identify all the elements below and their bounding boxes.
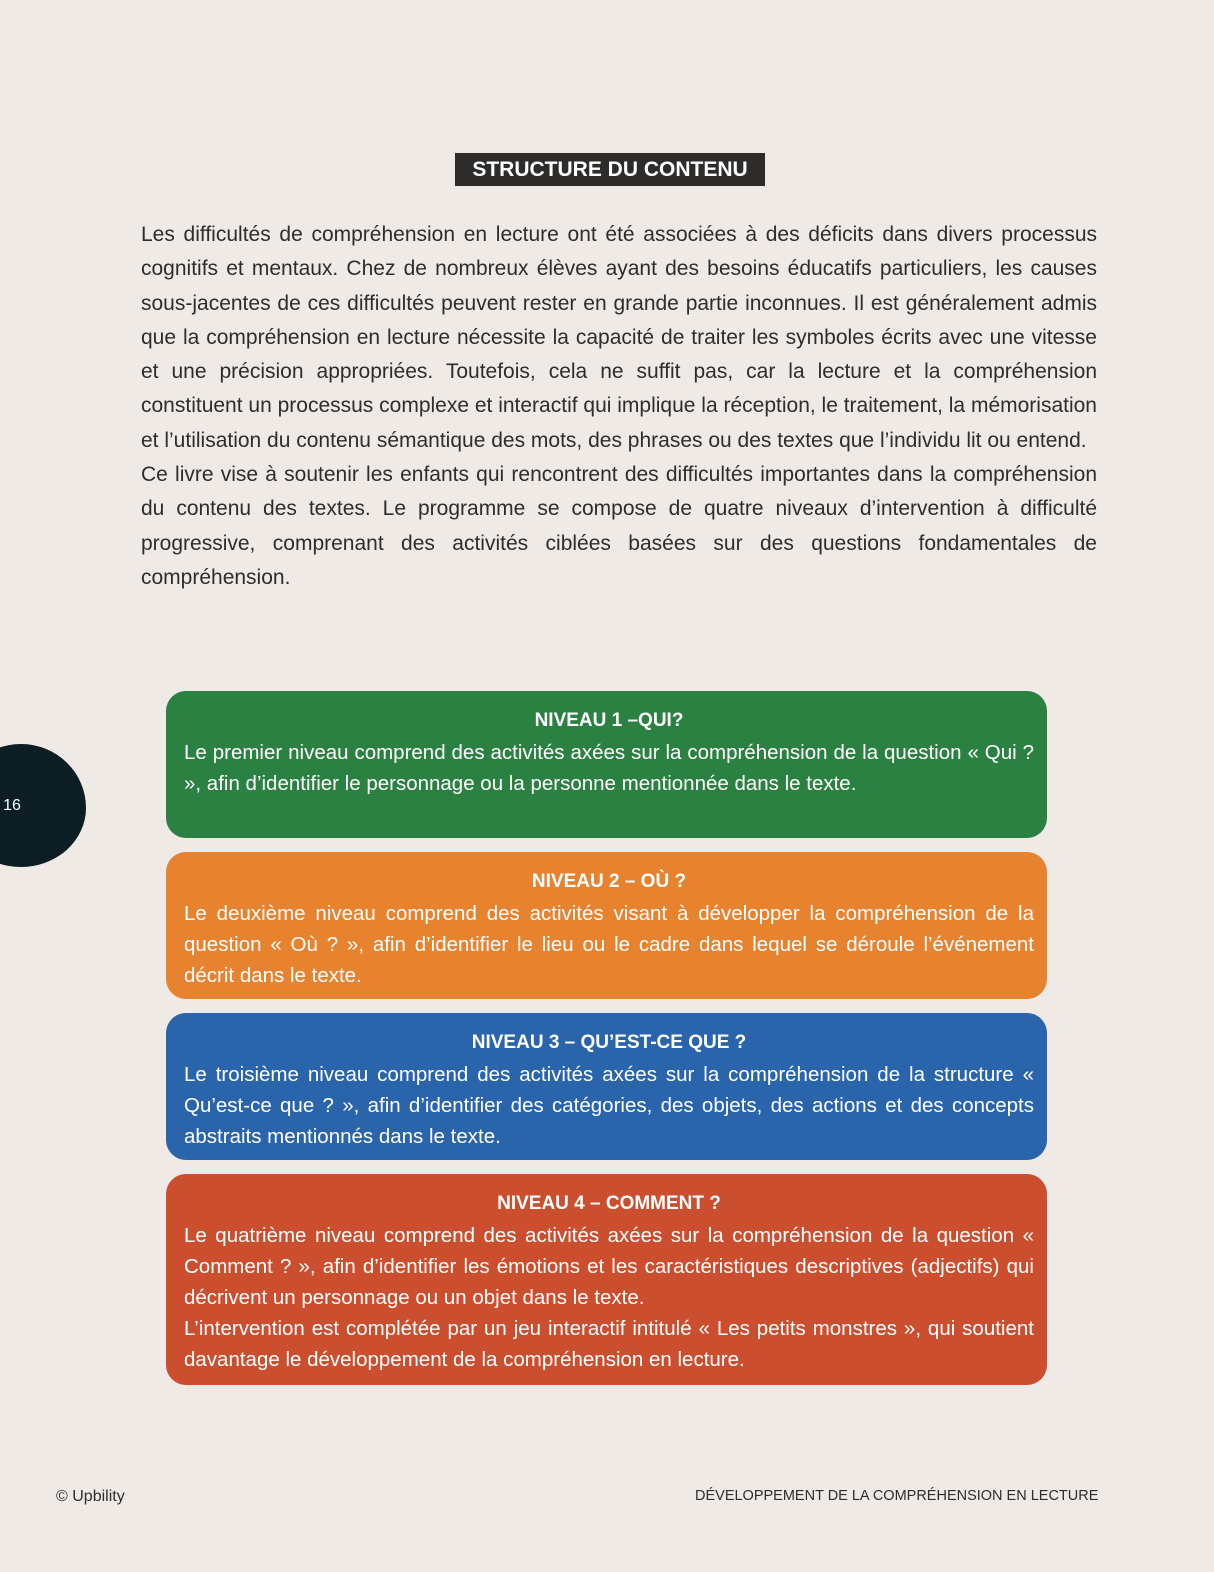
level-4-box	[166, 1174, 1047, 1385]
level-2-box	[166, 852, 1047, 999]
section-title: STRUCTURE DU CONTENU	[455, 153, 765, 186]
intro-text	[141, 218, 1097, 595]
level-1-title: NIVEAU 1 –QUI?	[534, 710, 684, 731]
level-1-text: Le premier niveau comprend des activités axées sur la compréhension de la question « Qui ? », afin d’identifier le personnage ou la personne mentionnée dans le texte.	[184, 741, 1034, 795]
page-number: 16	[3, 797, 21, 814]
level-4-text: Le quatrième niveau comprend des activités axées sur la compréhension de la question « Comment ? », afin d’identifier les émotions et les caractéristiques descriptives (adjectifs) qui décrivent un personnage ou un objet dans le texte.	[184, 1224, 1034, 1309]
level-2-text: Le deuxième niveau comprend des activités visant à développer la compréhension de la question « Où ? », afin d’identifier le lieu ou le cadre dans lequel se déroule l’événement décrit dans le texte.	[184, 902, 1034, 987]
level-2-title: NIVEAU 2 – OÙ ?	[531, 871, 687, 892]
footer-book-title: DÉVELOPPEMENT DE LA COMPRÉHENSION EN LECTURE	[695, 1488, 1099, 1504]
intro-paragraph-2: Ce livre vise à soutenir les enfants qui rencontrent des difficultés importantes dans la compréhension du contenu des textes. Le programme se compose de quatre niveaux d’intervention à difficulté progressive, comprenant des activités ciblées basées sur des questions fondamentales de compréhension.	[141, 463, 1097, 589]
intro-paragraph-1: Les difficultés de compréhension en lecture ont été associées à des déficits dans divers processus cognitifs et mentaux. Chez de nombreux élèves ayant des besoins éducatifs particuliers, les causes sous-jacentes de ces difficultés peuvent rester en grande partie inconnues. Il est généralement admis que la compréhension en lecture nécessite la capacité de traiter les symboles écrits avec une vitesse et une précision appropriées. Toutefois, cela ne suffit pas, car la lecture et la compréhension constituent un processus complexe et interactif qui implique la réception, le traitement, la mémorisation et l’utilisation du contenu sémantique des mots, des phrases ou des textes que l’individu lit ou entend.	[141, 223, 1097, 452]
level-3-text: Le troisième niveau comprend des activités axées sur la compréhension de la structure « Qu’est-ce que ? », afin d’identifier des catégories, des objets, des actions et des concepts abstraits mentionnés dans le texte.	[184, 1063, 1034, 1148]
level-4-title: NIVEAU 4 – COMMENT ?	[497, 1193, 721, 1214]
page-number-badge	[0, 744, 86, 867]
footer-copyright: © Upbility	[56, 1488, 125, 1505]
level-1-box	[166, 691, 1047, 838]
level-3-box	[166, 1013, 1047, 1160]
level-4-text-2: L’intervention est complétée par un jeu interactif intitulé « Les petits monstres », qui soutient davantage le développement de la compréhension en lecture.	[184, 1317, 1034, 1371]
level-3-title: NIVEAU 3 – QU’EST-CE QUE ?	[471, 1032, 747, 1053]
